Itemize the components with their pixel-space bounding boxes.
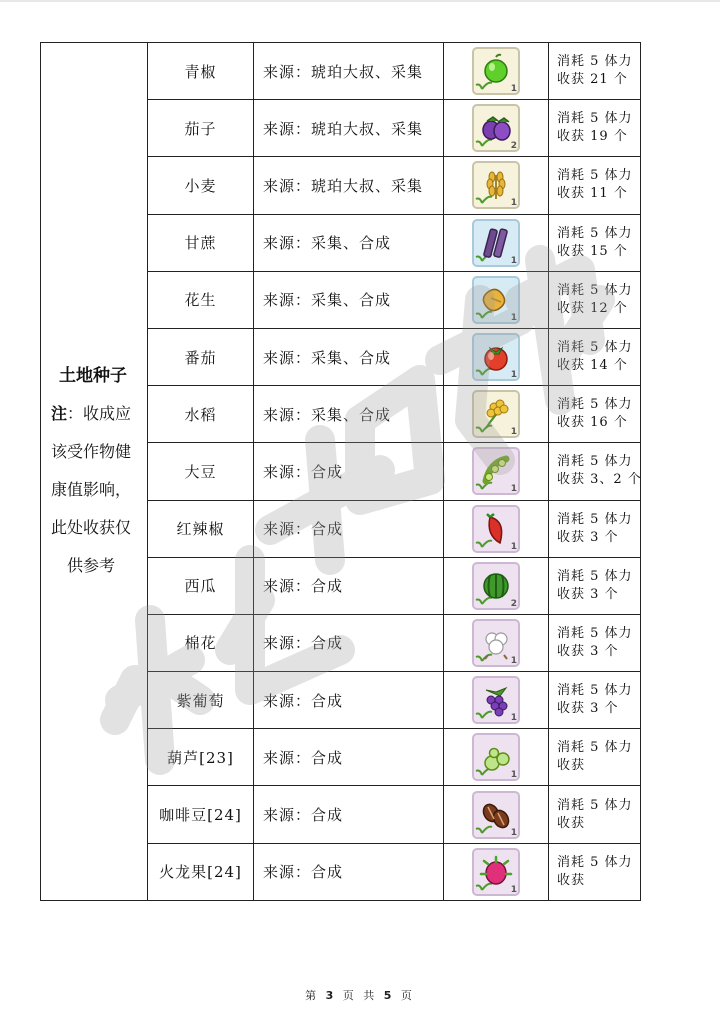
harvest-amount: 收获 3 个 bbox=[557, 701, 619, 717]
crop-source: 来源：琥珀大叔、采集 bbox=[254, 100, 444, 157]
seed-table bbox=[40, 42, 641, 901]
crop-icon-cell bbox=[444, 43, 549, 100]
harvest-amount: 收获 21 个 bbox=[557, 72, 628, 88]
footer-page-number: 3 bbox=[325, 989, 337, 1002]
stamina-cost: 消耗 5 体力 bbox=[557, 740, 633, 756]
crop-name: 花生 bbox=[148, 271, 254, 328]
item-tile bbox=[472, 161, 520, 209]
item-tile bbox=[472, 562, 520, 610]
item-quantity: 1 bbox=[510, 84, 517, 95]
harvest-info bbox=[549, 443, 641, 500]
item-tile bbox=[472, 848, 520, 896]
crop-name: 葫芦[23] bbox=[148, 729, 254, 786]
stamina-cost: 消耗 5 体力 bbox=[557, 568, 633, 584]
harvest-amount: 收获 3 个 bbox=[557, 586, 619, 602]
stamina-cost: 消耗 5 体力 bbox=[557, 111, 633, 127]
item-quantity: 2 bbox=[510, 141, 517, 152]
crop-name: 红辣椒 bbox=[148, 500, 254, 557]
footer-prefix: 第 bbox=[305, 989, 320, 1002]
crop-name: 紫葡萄 bbox=[148, 672, 254, 729]
crop-source: 来源：合成 bbox=[254, 786, 444, 843]
harvest-info bbox=[549, 614, 641, 671]
harvest-amount: 收获 19 个 bbox=[557, 129, 628, 145]
crop-name: 小麦 bbox=[148, 157, 254, 214]
crop-source: 来源：采集、合成 bbox=[254, 328, 444, 385]
harvest-amount: 收获 14 个 bbox=[557, 358, 628, 374]
harvest-amount: 收获 15 个 bbox=[557, 243, 628, 259]
category-title: 土地种子 bbox=[59, 366, 127, 386]
item-tile bbox=[472, 47, 520, 95]
harvest-info bbox=[549, 328, 641, 385]
crop-name: 火龙果[24] bbox=[148, 843, 254, 900]
crop-name: 大豆 bbox=[148, 443, 254, 500]
crop-source: 来源：采集、合成 bbox=[254, 271, 444, 328]
item-quantity: 1 bbox=[510, 255, 517, 266]
harvest-info bbox=[549, 729, 641, 786]
harvest-info bbox=[549, 672, 641, 729]
stamina-cost: 消耗 5 体力 bbox=[557, 854, 633, 870]
crop-source: 来源：合成 bbox=[254, 443, 444, 500]
crop-icon-cell bbox=[444, 328, 549, 385]
crop-icon-cell bbox=[444, 614, 549, 671]
note-line: 此处收获仅 bbox=[51, 518, 132, 537]
item-quantity: 1 bbox=[510, 827, 517, 838]
note-label: 注 bbox=[51, 404, 68, 423]
harvest-info bbox=[549, 214, 641, 271]
crop-icon-cell bbox=[444, 100, 549, 157]
crop-icon-cell bbox=[444, 271, 549, 328]
harvest-info bbox=[549, 500, 641, 557]
item-quantity: 1 bbox=[510, 713, 517, 724]
crop-icon-cell bbox=[444, 214, 549, 271]
item-tile bbox=[472, 390, 520, 438]
item-tile bbox=[472, 333, 520, 381]
stamina-cost: 消耗 5 体力 bbox=[557, 282, 633, 298]
crop-name: 西瓜 bbox=[148, 557, 254, 614]
crop-source: 来源：合成 bbox=[254, 557, 444, 614]
item-tile bbox=[472, 619, 520, 667]
harvest-amount: 收获 12 个 bbox=[557, 300, 628, 316]
harvest-amount: 收获 bbox=[557, 815, 586, 831]
harvest-info bbox=[549, 157, 641, 214]
crop-source: 来源：琥珀大叔、采集 bbox=[254, 157, 444, 214]
item-quantity: 1 bbox=[510, 198, 517, 209]
seed-table-body bbox=[41, 43, 641, 901]
item-quantity: 1 bbox=[510, 427, 517, 438]
item-tile bbox=[472, 104, 520, 152]
top-rule bbox=[0, 0, 720, 2]
category-cell bbox=[41, 43, 148, 901]
stamina-cost: 消耗 5 体力 bbox=[557, 340, 633, 356]
item-tile bbox=[472, 505, 520, 553]
footer-total-pages: 5 bbox=[383, 989, 395, 1002]
harvest-amount: 收获 bbox=[557, 758, 586, 774]
stamina-cost: 消耗 5 体力 bbox=[557, 54, 633, 70]
item-quantity: 1 bbox=[510, 541, 517, 552]
crop-source: 来源：合成 bbox=[254, 614, 444, 671]
item-tile bbox=[472, 219, 520, 267]
harvest-amount: 收获 bbox=[557, 872, 586, 888]
stamina-cost: 消耗 5 体力 bbox=[557, 683, 633, 699]
item-quantity: 1 bbox=[510, 370, 517, 381]
harvest-amount: 收获 11 个 bbox=[557, 186, 628, 202]
harvest-info bbox=[549, 386, 641, 443]
crop-icon-cell bbox=[444, 786, 549, 843]
table-row bbox=[41, 43, 641, 100]
crop-source: 来源：合成 bbox=[254, 843, 444, 900]
note-line: 康值影响， bbox=[51, 480, 132, 499]
footer-suffix: 页 bbox=[400, 989, 415, 1002]
stamina-cost: 消耗 5 体力 bbox=[557, 397, 633, 413]
note-text: ：收成应 bbox=[67, 404, 132, 423]
item-tile bbox=[472, 276, 520, 324]
stamina-cost: 消耗 5 体力 bbox=[557, 454, 633, 470]
footer-middle: 页 共 bbox=[342, 989, 378, 1002]
crop-icon-cell bbox=[444, 157, 549, 214]
crop-source: 来源：合成 bbox=[254, 729, 444, 786]
item-quantity: 2 bbox=[510, 598, 517, 609]
stamina-cost: 消耗 5 体力 bbox=[557, 625, 633, 641]
item-tile bbox=[472, 447, 520, 495]
item-quantity: 1 bbox=[510, 655, 517, 666]
crop-source: 来源：琥珀大叔、采集 bbox=[254, 43, 444, 100]
crop-name: 甘蔗 bbox=[148, 214, 254, 271]
item-quantity: 1 bbox=[510, 484, 517, 495]
harvest-info bbox=[549, 843, 641, 900]
item-tile bbox=[472, 733, 520, 781]
crop-icon-cell bbox=[444, 557, 549, 614]
page-footer bbox=[0, 987, 720, 1003]
item-tile bbox=[472, 791, 520, 839]
harvest-info bbox=[549, 786, 641, 843]
crop-source: 来源：采集、合成 bbox=[254, 386, 444, 443]
item-quantity: 1 bbox=[510, 312, 517, 323]
stamina-cost: 消耗 5 体力 bbox=[557, 797, 633, 813]
harvest-info bbox=[549, 271, 641, 328]
item-tile bbox=[472, 676, 520, 724]
item-quantity: 1 bbox=[510, 770, 517, 781]
harvest-amount: 收获 3 个 bbox=[557, 529, 619, 545]
stamina-cost: 消耗 5 体力 bbox=[557, 168, 633, 184]
crop-name: 茄子 bbox=[148, 100, 254, 157]
harvest-amount: 收获 16 个 bbox=[557, 415, 628, 431]
crop-icon-cell bbox=[444, 843, 549, 900]
crop-icon-cell bbox=[444, 500, 549, 557]
harvest-amount: 收获 3、2 个 bbox=[557, 472, 642, 488]
crop-name: 棉花 bbox=[148, 614, 254, 671]
note-line: 供参考 bbox=[67, 556, 116, 575]
harvest-info bbox=[549, 43, 641, 100]
crop-source: 来源：采集、合成 bbox=[254, 214, 444, 271]
note-line bbox=[51, 395, 141, 433]
note-line: 该受作物健 bbox=[51, 442, 132, 461]
crop-source: 来源：合成 bbox=[254, 500, 444, 557]
crop-name: 番茄 bbox=[148, 328, 254, 385]
harvest-amount: 收获 3 个 bbox=[557, 643, 619, 659]
crop-name: 青椒 bbox=[148, 43, 254, 100]
crop-icon-cell bbox=[444, 443, 549, 500]
harvest-info bbox=[549, 557, 641, 614]
stamina-cost: 消耗 5 体力 bbox=[557, 511, 633, 527]
crop-source: 来源：合成 bbox=[254, 672, 444, 729]
crop-icon-cell bbox=[444, 672, 549, 729]
crop-name: 咖啡豆[24] bbox=[148, 786, 254, 843]
stamina-cost: 消耗 5 体力 bbox=[557, 225, 633, 241]
crop-icon-cell bbox=[444, 386, 549, 443]
item-quantity: 1 bbox=[510, 884, 517, 895]
crop-name: 水稻 bbox=[148, 386, 254, 443]
harvest-info bbox=[549, 100, 641, 157]
crop-icon-cell bbox=[444, 729, 549, 786]
